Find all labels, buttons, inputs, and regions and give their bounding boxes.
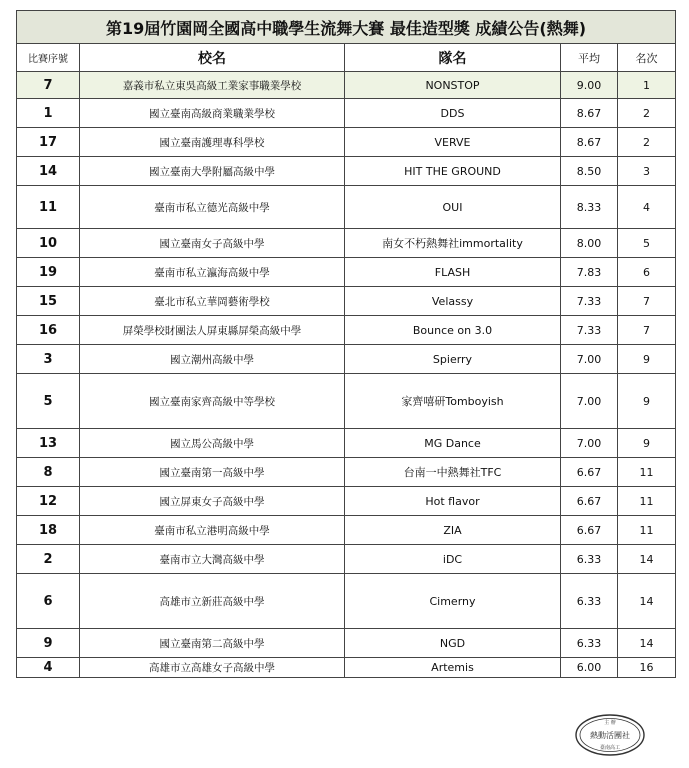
cell-team: VERVE: [345, 128, 561, 157]
cell-team: HIT THE GROUND: [345, 157, 561, 186]
table-row: [17, 345, 676, 374]
cell-school: 高雄市立高雄女子高級中學: [80, 658, 345, 678]
cell-average: 6.67: [561, 516, 618, 545]
cell-team: Hot flavor: [345, 487, 561, 516]
cell-rank: 7: [618, 316, 676, 345]
cell-average: 8.00: [561, 229, 618, 258]
cell-team: Velassy: [345, 287, 561, 316]
cell-average: 6.67: [561, 458, 618, 487]
table-row: [17, 629, 676, 658]
cell-seq: 11: [17, 186, 80, 229]
cell-rank: 14: [618, 574, 676, 629]
cell-school: 國立臺南家齊高級中等學校: [80, 374, 345, 429]
cell-team: Bounce on 3.0: [345, 316, 561, 345]
cell-team: iDC: [345, 545, 561, 574]
cell-seq: 5: [17, 374, 80, 429]
cell-team: 南女不朽熱舞社immortality: [345, 229, 561, 258]
table-row: [17, 429, 676, 458]
cell-rank: 11: [618, 516, 676, 545]
cell-school: 國立臺南高級商業職業學校: [80, 99, 345, 128]
cell-school: 臺南市私立港明高級中學: [80, 516, 345, 545]
cell-team: ZIA: [345, 516, 561, 545]
cell-school: 嘉義市私立東吳高級工業家事職業學校: [80, 72, 345, 99]
column-header-team: 隊名: [345, 44, 561, 72]
cell-average: 7.83: [561, 258, 618, 287]
cell-school: 臺北市私立華岡藝術學校: [80, 287, 345, 316]
cell-rank: 9: [618, 374, 676, 429]
table-row: [17, 374, 676, 429]
cell-rank: 5: [618, 229, 676, 258]
cell-rank: 9: [618, 429, 676, 458]
cell-average: 9.00: [561, 72, 618, 99]
header-row: [17, 44, 676, 72]
cell-average: 8.67: [561, 128, 618, 157]
cell-rank: 14: [618, 629, 676, 658]
results-body: [17, 72, 676, 678]
cell-school: 國立臺南大學附屬高級中學: [80, 157, 345, 186]
cell-seq: 10: [17, 229, 80, 258]
cell-team: 家齊嘻研Tomboyish: [345, 374, 561, 429]
table-row: [17, 316, 676, 345]
table-row: [17, 72, 676, 99]
cell-average: 7.00: [561, 429, 618, 458]
cell-school: 國立臺南護理專科學校: [80, 128, 345, 157]
cell-seq: 18: [17, 516, 80, 545]
cell-average: 6.67: [561, 487, 618, 516]
cell-rank: 9: [618, 345, 676, 374]
column-header-average: 平均: [561, 44, 618, 72]
table-row: [17, 99, 676, 128]
cell-team: Artemis: [345, 658, 561, 678]
cell-rank: 11: [618, 487, 676, 516]
cell-seq: 7: [17, 72, 80, 99]
seal-text-bottom: 臺南高工: [599, 745, 621, 751]
table-row: [17, 658, 676, 678]
cell-seq: 14: [17, 157, 80, 186]
cell-seq: 12: [17, 487, 80, 516]
cell-rank: 16: [618, 658, 676, 678]
cell-average: 7.00: [561, 374, 618, 429]
table-row: [17, 516, 676, 545]
cell-seq: 4: [17, 658, 80, 678]
cell-average: 7.00: [561, 345, 618, 374]
table-row: [17, 458, 676, 487]
cell-rank: 11: [618, 458, 676, 487]
cell-rank: 4: [618, 186, 676, 229]
cell-average: 6.33: [561, 545, 618, 574]
column-header-rank: 名次: [618, 44, 676, 72]
cell-average: 8.33: [561, 186, 618, 229]
seal-text-mid: 熱動活團社: [590, 731, 630, 740]
organizer-seal: [574, 713, 646, 757]
table-row: [17, 287, 676, 316]
column-header-seq: 比賽序號: [17, 44, 80, 72]
results-table: [16, 10, 676, 678]
cell-average: 7.33: [561, 287, 618, 316]
table-row: [17, 186, 676, 229]
cell-school: 國立臺南第二高級中學: [80, 629, 345, 658]
cell-average: 6.33: [561, 574, 618, 629]
table-row: [17, 128, 676, 157]
cell-team: 台南一中熱舞社TFC: [345, 458, 561, 487]
cell-team: OUI: [345, 186, 561, 229]
cell-seq: 1: [17, 99, 80, 128]
cell-rank: 6: [618, 258, 676, 287]
seal-text-top: 主 辦: [604, 720, 616, 726]
cell-average: 6.00: [561, 658, 618, 678]
cell-team: MG Dance: [345, 429, 561, 458]
cell-seq: 16: [17, 316, 80, 345]
cell-seq: 17: [17, 128, 80, 157]
cell-rank: 1: [618, 72, 676, 99]
cell-school: 屏榮學校財團法人屏東縣屏榮高級中學: [80, 316, 345, 345]
cell-team: NONSTOP: [345, 72, 561, 99]
cell-seq: 13: [17, 429, 80, 458]
cell-team: DDS: [345, 99, 561, 128]
cell-team: Spierry: [345, 345, 561, 374]
cell-average: 7.33: [561, 316, 618, 345]
cell-rank: 7: [618, 287, 676, 316]
cell-school: 高雄市立新莊高級中學: [80, 574, 345, 629]
table-row: [17, 487, 676, 516]
cell-school: 臺南市私立瀛海高級中學: [80, 258, 345, 287]
cell-school: 臺南市立大灣高級中學: [80, 545, 345, 574]
cell-average: 8.50: [561, 157, 618, 186]
cell-average: 6.33: [561, 629, 618, 658]
cell-school: 國立馬公高級中學: [80, 429, 345, 458]
cell-seq: 15: [17, 287, 80, 316]
cell-rank: 14: [618, 545, 676, 574]
table-row: [17, 545, 676, 574]
cell-seq: 19: [17, 258, 80, 287]
column-header-school: 校名: [80, 44, 345, 72]
cell-rank: 2: [618, 128, 676, 157]
table-row: [17, 258, 676, 287]
cell-rank: 3: [618, 157, 676, 186]
cell-rank: 2: [618, 99, 676, 128]
page-title: 第19屆竹園岡全國高中職學生流舞大賽 最佳造型獎 成績公告(熱舞): [17, 11, 676, 44]
cell-seq: 9: [17, 629, 80, 658]
cell-school: 國立臺南女子高級中學: [80, 229, 345, 258]
cell-team: NGD: [345, 629, 561, 658]
cell-team: Cimerny: [345, 574, 561, 629]
table-row: [17, 574, 676, 629]
cell-school: 國立屏東女子高級中學: [80, 487, 345, 516]
table-row: [17, 157, 676, 186]
cell-seq: 2: [17, 545, 80, 574]
cell-seq: 3: [17, 345, 80, 374]
cell-seq: 6: [17, 574, 80, 629]
cell-school: 國立潮州高級中學: [80, 345, 345, 374]
cell-school: 國立臺南第一高級中學: [80, 458, 345, 487]
cell-school: 臺南市私立德光高級中學: [80, 186, 345, 229]
cell-average: 8.67: [561, 99, 618, 128]
table-row: [17, 229, 676, 258]
cell-seq: 8: [17, 458, 80, 487]
cell-team: FLASH: [345, 258, 561, 287]
